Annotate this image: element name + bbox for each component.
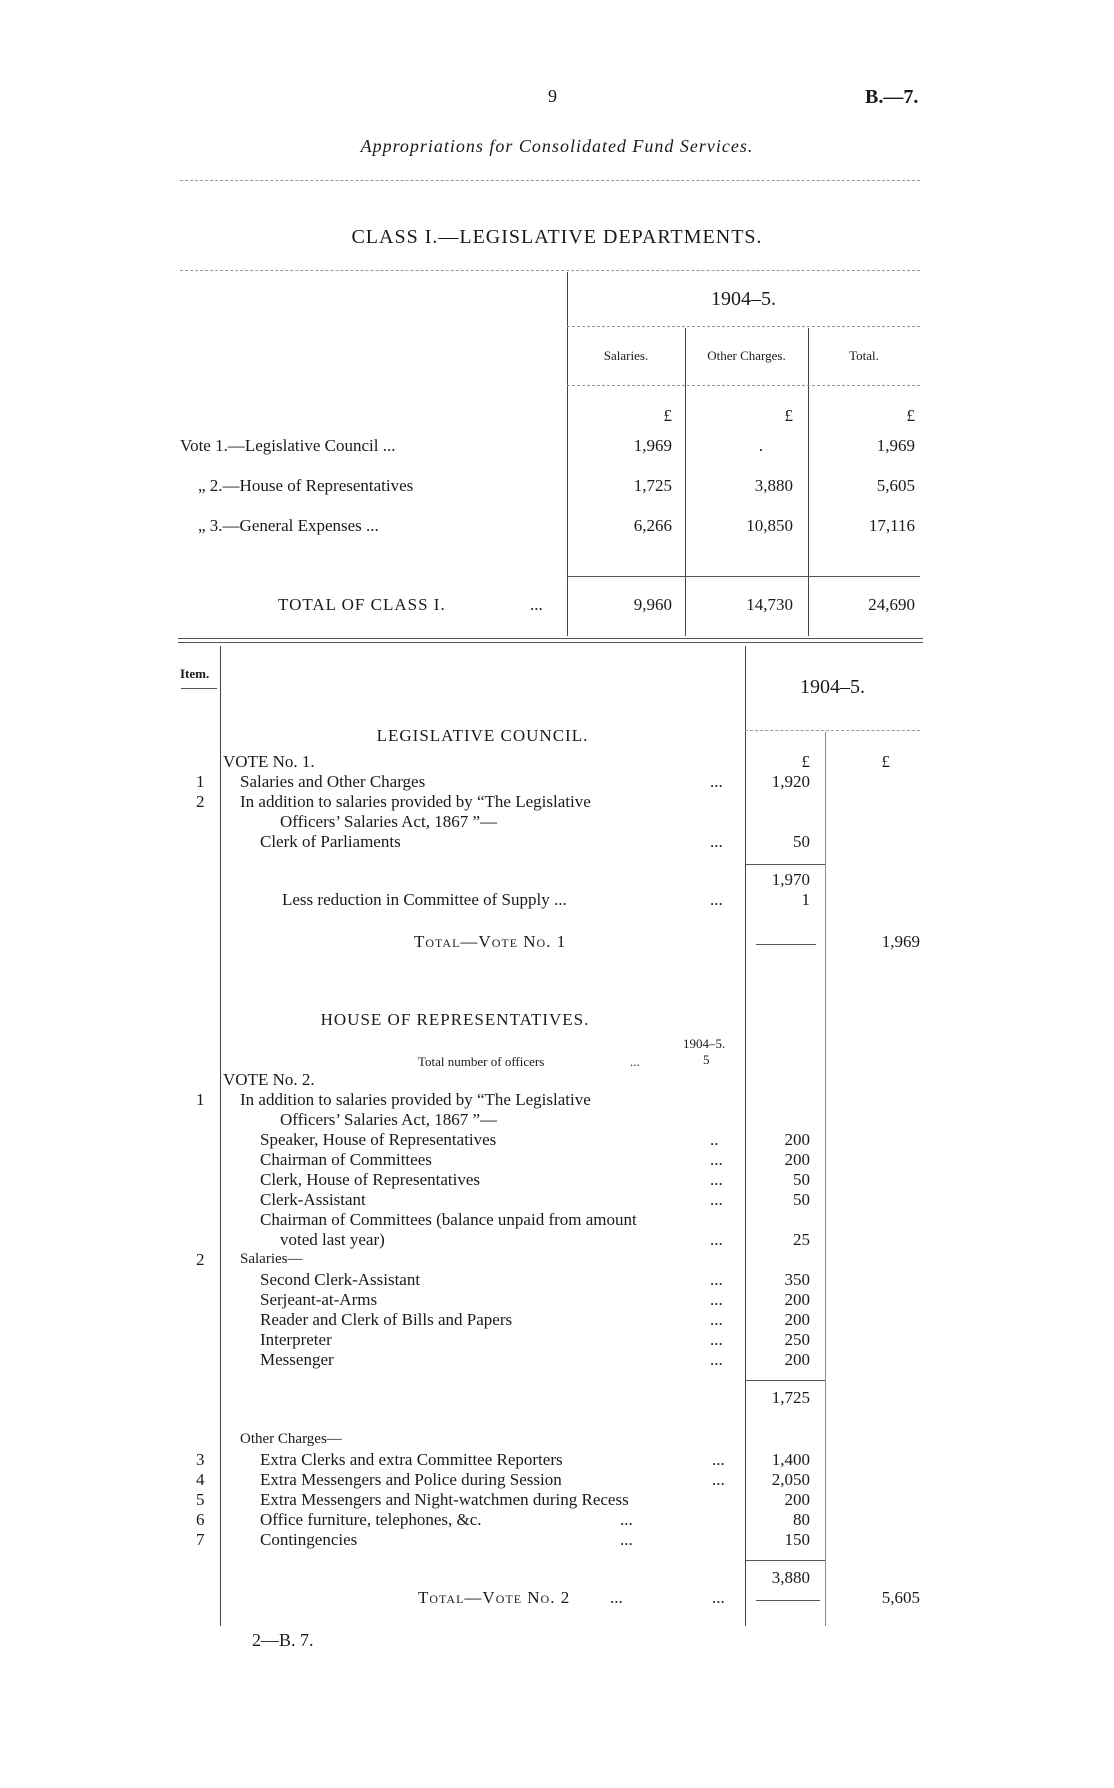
- other-charges-value: .: [758, 436, 763, 455]
- leader-dots: ...: [710, 1270, 723, 1289]
- officers-year: 1904–5.: [683, 1036, 726, 1051]
- leader-dots: ...: [630, 1054, 640, 1069]
- line-label-continued: voted last year): [280, 1230, 385, 1249]
- total-value: 5,605: [876, 476, 915, 495]
- line-label: Clerk of Parliaments: [260, 832, 401, 851]
- line-amount: 1,400: [771, 1450, 810, 1469]
- column-header-total: Total.: [849, 348, 879, 363]
- leader-dots: ...: [710, 832, 723, 851]
- line-amount: 50: [793, 1170, 810, 1189]
- leader-dots: ...: [710, 1290, 723, 1309]
- line-amount: 150: [784, 1530, 810, 1549]
- section-rule: [178, 642, 923, 643]
- grand-total: 24,690: [868, 595, 915, 614]
- item-label: In addition to salaries provided by “The Legislative: [240, 792, 591, 811]
- leader-dots: ..: [710, 1130, 719, 1149]
- line-amount: 200: [784, 1150, 810, 1169]
- leader-dots: ...: [710, 772, 723, 791]
- line-label: Clerk, House of Representatives: [260, 1170, 480, 1189]
- leader-dots: ...: [530, 595, 543, 614]
- line-label: Chairman of Committees: [260, 1150, 432, 1169]
- item-label-continued: Officers’ Salaries Act, 1867 ”—: [280, 1110, 497, 1129]
- header-rule: [180, 180, 920, 181]
- subtotal-amount: 1,970: [771, 870, 810, 889]
- currency-symbol: £: [663, 406, 672, 425]
- line-amount: 200: [784, 1130, 810, 1149]
- total-label: TOTAL OF CLASS I.: [278, 595, 446, 614]
- officers-count: 5: [703, 1052, 710, 1067]
- line-label: Office furniture, telephones, &c.: [260, 1510, 482, 1529]
- leader-dots: ...: [620, 1510, 633, 1529]
- leader-dots: ...: [710, 1150, 723, 1169]
- summary-header-rule: [567, 385, 920, 386]
- vote-2-label: VOTE No. 2.: [223, 1070, 315, 1089]
- total-other-charges: 14,730: [746, 595, 793, 614]
- column-header-salaries: Salaries.: [603, 348, 649, 363]
- detail-year: 1904–5.: [800, 676, 865, 698]
- item-number: 2: [196, 1250, 205, 1269]
- item-label-continued: Officers’ Salaries Act, 1867 ”—: [280, 812, 497, 831]
- footer-signature: 2—B. 7.: [252, 1630, 314, 1650]
- leader-dots: ...: [610, 1588, 623, 1607]
- line-amount: 350: [784, 1270, 810, 1289]
- other-charges-value: 10,850: [746, 516, 793, 535]
- item-number: 6: [196, 1510, 205, 1529]
- item-number: 7: [196, 1530, 205, 1549]
- line-amount: 200: [784, 1310, 810, 1329]
- line-amount: 80: [793, 1510, 810, 1529]
- leader-dots: ...: [710, 1190, 723, 1209]
- salaries-heading: Salaries—: [240, 1251, 303, 1267]
- summary-total-rule: [567, 576, 920, 577]
- line-amount: 50: [793, 1190, 810, 1209]
- summary-year-rule: [567, 326, 920, 327]
- page-title: Appropriations for Consolidated Fund Services.: [360, 136, 754, 156]
- summary-year: 1904–5.: [711, 288, 776, 310]
- total-value: 17,116: [868, 516, 915, 535]
- salaries-value: 6,266: [633, 516, 672, 535]
- total-column-divider: [825, 732, 826, 1626]
- item-label: In addition to salaries provided by “The Legislative: [240, 1090, 591, 1109]
- currency-symbol: £: [906, 406, 915, 425]
- currency-symbol: £: [784, 406, 793, 425]
- leader-dots: ...: [710, 1310, 723, 1329]
- total-rule: [756, 1600, 820, 1601]
- salaries-subtotal: 1,725: [771, 1388, 810, 1407]
- line-label: Extra Messengers and Police during Session: [260, 1470, 562, 1489]
- page-number: 9: [548, 86, 557, 106]
- leader-dots: ...: [710, 890, 723, 909]
- row-label: „ 3.—General Expenses ...: [198, 516, 379, 535]
- currency-symbol: £: [801, 752, 810, 771]
- reduction-amount: 1: [801, 890, 810, 909]
- leader-dots: ...: [620, 1530, 633, 1549]
- legislative-council-heading: LEGISLATIVE COUNCIL.: [376, 726, 589, 745]
- column-header-other-charges: Other Charges.: [707, 348, 786, 363]
- leader-dots: ...: [712, 1470, 725, 1489]
- other-charges-value: 3,880: [754, 476, 793, 495]
- line-amount: 250: [784, 1330, 810, 1349]
- other-charges-subtotal: 3,880: [771, 1568, 810, 1587]
- item-number: 3: [196, 1450, 205, 1469]
- leader-dots: ...: [712, 1450, 725, 1469]
- item-number: 2: [196, 792, 205, 811]
- item-column-divider: [220, 646, 221, 1626]
- row-label: „ 2.—House of Representatives: [198, 476, 414, 495]
- leader-dots: ...: [710, 1330, 723, 1349]
- item-number: 1: [196, 772, 205, 791]
- salaries-value: 1,725: [633, 476, 672, 495]
- line-amount: 200: [784, 1350, 810, 1369]
- line-amount: 200: [784, 1490, 810, 1509]
- line-label: Messenger: [260, 1350, 334, 1369]
- class-heading: CLASS I.—LEGISLATIVE DEPARTMENTS.: [351, 226, 763, 248]
- line-amount: 25: [793, 1230, 810, 1249]
- line-amount: 2,050: [771, 1470, 810, 1489]
- item-number: 5: [196, 1490, 205, 1509]
- vote-1-total: 1,969: [881, 932, 920, 951]
- line-label: Serjeant-at-Arms: [260, 1290, 378, 1309]
- salaries-value: 1,969: [633, 436, 672, 455]
- vote-2-total-label: Total—Vote No. 2: [418, 1588, 571, 1607]
- subtotal-rule: [745, 864, 825, 865]
- total-rule: [756, 944, 816, 945]
- vote-2-total: 5,605: [881, 1588, 920, 1607]
- document-reference: B.—7.: [865, 86, 919, 108]
- line-label: Second Clerk-Assistant: [260, 1270, 421, 1289]
- subtotal-rule: [745, 1380, 825, 1381]
- line-label: Less reduction in Committee of Supply ...: [282, 890, 567, 909]
- leader-dots: ...: [712, 1588, 725, 1607]
- item-label: Salaries and Other Charges: [240, 772, 426, 791]
- line-label: Reader and Clerk of Bills and Papers: [260, 1310, 513, 1329]
- subtotal-rule: [745, 1560, 825, 1561]
- other-charges-heading: Other Charges—: [240, 1431, 342, 1447]
- line-label: Interpreter: [260, 1330, 332, 1349]
- leader-dots: ...: [710, 1350, 723, 1369]
- leader-dots: ...: [710, 1230, 723, 1249]
- item-amount: 1,920: [771, 772, 810, 791]
- officers-label: Total number of officers: [418, 1054, 545, 1069]
- currency-symbol: £: [881, 752, 890, 771]
- item-number: 1: [196, 1090, 205, 1109]
- line-label: Extra Clerks and extra Committee Reporters: [260, 1450, 563, 1469]
- line-amount: 200: [784, 1290, 810, 1309]
- vote-1-label: VOTE No. 1.: [223, 752, 315, 771]
- line-label: Clerk-Assistant: [260, 1190, 366, 1209]
- line-label: Contingencies: [260, 1530, 358, 1549]
- leader-dots: ...: [710, 1170, 723, 1189]
- row-label: Vote 1.—Legislative Council ...: [180, 436, 396, 455]
- house-heading: HOUSE OF REPRESENTATIVES.: [320, 1010, 590, 1029]
- section-rule: [178, 638, 923, 639]
- vote-1-total-label: Total—Vote No. 1: [414, 932, 567, 951]
- line-label: Extra Messengers and Night-watchmen during Recess: [260, 1490, 629, 1509]
- item-header-rule: [181, 688, 217, 689]
- item-column-header: Item.: [180, 666, 210, 681]
- line-label: Speaker, House of Representatives: [260, 1130, 497, 1149]
- total-value: 1,969: [876, 436, 915, 455]
- total-salaries: 9,960: [633, 595, 672, 614]
- item-number: 4: [196, 1470, 205, 1489]
- line-label: Chairman of Committees (balance unpaid from amount: [260, 1210, 637, 1229]
- summary-top-rule: [180, 270, 920, 271]
- line-amount: 50: [793, 832, 810, 851]
- detail-year-rule: [745, 730, 920, 731]
